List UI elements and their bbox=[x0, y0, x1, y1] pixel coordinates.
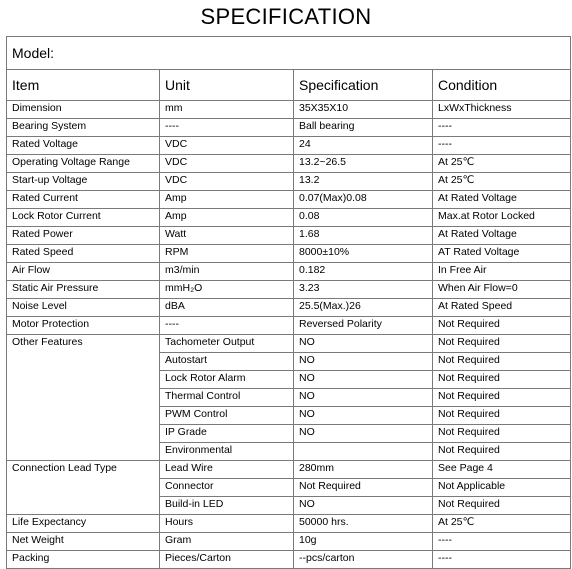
unit-cell: VDC bbox=[160, 173, 294, 191]
unit-cell: mm bbox=[160, 101, 294, 119]
unit-cell: IP Grade bbox=[160, 425, 294, 443]
condition-cell: See Page 4 bbox=[433, 461, 571, 479]
unit-cell: Amp bbox=[160, 209, 294, 227]
unit-cell: m3/min bbox=[160, 263, 294, 281]
spec-cell bbox=[294, 443, 433, 461]
unit-cell: Lead Wire bbox=[160, 461, 294, 479]
table-row bbox=[7, 551, 571, 569]
unit-cell: Tachometer Output bbox=[160, 335, 294, 353]
model-label: Model: bbox=[7, 37, 571, 70]
item-cell: Bearing System bbox=[7, 119, 160, 137]
table-row bbox=[7, 533, 571, 551]
condition-cell: At 25℃ bbox=[433, 173, 571, 191]
model-row bbox=[7, 37, 571, 70]
spec-cell: NO bbox=[294, 407, 433, 425]
spec-cell: Ball bearing bbox=[294, 119, 433, 137]
spec-cell: 0.08 bbox=[294, 209, 433, 227]
header-specification: Specification bbox=[294, 70, 433, 101]
condition-cell: Max.at Rotor Locked bbox=[433, 209, 571, 227]
header-item: Item bbox=[7, 70, 160, 101]
table-row bbox=[7, 191, 571, 209]
unit-cell: RPM bbox=[160, 245, 294, 263]
spec-cell: NO bbox=[294, 371, 433, 389]
unit-cell: mmH₂O bbox=[160, 281, 294, 299]
condition-cell: Not Required bbox=[433, 353, 571, 371]
condition-cell: LxWxThickness bbox=[433, 101, 571, 119]
spec-cell: 0.07(Max)0.08 bbox=[294, 191, 433, 209]
item-cell: Packing bbox=[7, 551, 160, 569]
unit-cell: dBA bbox=[160, 299, 294, 317]
unit-cell: Gram bbox=[160, 533, 294, 551]
table-row bbox=[7, 281, 571, 299]
table-row bbox=[7, 461, 571, 479]
spec-cell: 10g bbox=[294, 533, 433, 551]
unit-cell: Thermal Control bbox=[160, 389, 294, 407]
table-row bbox=[7, 101, 571, 119]
item-cell: Start-up Voltage bbox=[7, 173, 160, 191]
spec-cell: NO bbox=[294, 389, 433, 407]
unit-cell: Hours bbox=[160, 515, 294, 533]
item-cell: Rated Voltage bbox=[7, 137, 160, 155]
table-row bbox=[7, 299, 571, 317]
spec-cell: Not Required bbox=[294, 479, 433, 497]
unit-cell: Lock Rotor Alarm bbox=[160, 371, 294, 389]
condition-cell: At Rated Voltage bbox=[433, 191, 571, 209]
item-cell: Rated Current bbox=[7, 191, 160, 209]
item-cell: Motor Protection bbox=[7, 317, 160, 335]
condition-cell: Not Required bbox=[433, 371, 571, 389]
condition-cell: Not Required bbox=[433, 389, 571, 407]
condition-cell: At 25℃ bbox=[433, 155, 571, 173]
unit-cell: Watt bbox=[160, 227, 294, 245]
group-item-cell: Other Features bbox=[7, 335, 160, 461]
spec-cell: 3.23 bbox=[294, 281, 433, 299]
table-row bbox=[7, 155, 571, 173]
item-cell: Dimension bbox=[7, 101, 160, 119]
group-item-cell: Connection Lead Type bbox=[7, 461, 160, 515]
unit-cell: VDC bbox=[160, 155, 294, 173]
header-unit: Unit bbox=[160, 70, 294, 101]
unit-cell: ---- bbox=[160, 119, 294, 137]
condition-cell: When Air Flow=0 bbox=[433, 281, 571, 299]
spec-cell: 24 bbox=[294, 137, 433, 155]
table-row bbox=[7, 263, 571, 281]
unit-cell: Pieces/Carton bbox=[160, 551, 294, 569]
table-row bbox=[7, 137, 571, 155]
table-row bbox=[7, 245, 571, 263]
item-cell: Life Expectancy bbox=[7, 515, 160, 533]
unit-cell: Autostart bbox=[160, 353, 294, 371]
condition-cell: Not Required bbox=[433, 443, 571, 461]
condition-cell: ---- bbox=[433, 551, 571, 569]
spec-cell: 13.2 bbox=[294, 173, 433, 191]
spec-cell: --pcs/carton bbox=[294, 551, 433, 569]
condition-cell: In Free Air bbox=[433, 263, 571, 281]
page-title: SPECIFICATION bbox=[200, 4, 372, 29]
table-row bbox=[7, 317, 571, 335]
unit-cell: Amp bbox=[160, 191, 294, 209]
item-cell: Air Flow bbox=[7, 263, 160, 281]
table-row bbox=[7, 119, 571, 137]
spec-cell: 50000 hrs. bbox=[294, 515, 433, 533]
unit-cell: Connector bbox=[160, 479, 294, 497]
condition-cell: Not Required bbox=[433, 335, 571, 353]
condition-cell: ---- bbox=[433, 137, 571, 155]
condition-cell: ---- bbox=[433, 119, 571, 137]
condition-cell: At Rated Speed bbox=[433, 299, 571, 317]
spec-cell: NO bbox=[294, 497, 433, 515]
condition-cell: ---- bbox=[433, 533, 571, 551]
item-cell: Rated Speed bbox=[7, 245, 160, 263]
item-cell: Static Air Pressure bbox=[7, 281, 160, 299]
condition-cell: At 25℃ bbox=[433, 515, 571, 533]
condition-cell: Not Applicable bbox=[433, 479, 571, 497]
item-cell: Lock Rotor Current bbox=[7, 209, 160, 227]
table-row bbox=[7, 335, 571, 353]
header-row bbox=[7, 70, 571, 101]
condition-cell: Not Required bbox=[433, 407, 571, 425]
spec-cell: NO bbox=[294, 335, 433, 353]
condition-cell: Not Required bbox=[433, 317, 571, 335]
specification-table bbox=[6, 36, 571, 569]
spec-cell: 13.2~26.5 bbox=[294, 155, 433, 173]
condition-cell: AT Rated Voltage bbox=[433, 245, 571, 263]
spec-cell: Reversed Polarity bbox=[294, 317, 433, 335]
spec-cell: 280mm bbox=[294, 461, 433, 479]
unit-cell: Build-in LED bbox=[160, 497, 294, 515]
spec-cell: 1.68 bbox=[294, 227, 433, 245]
item-cell: Operating Voltage Range bbox=[7, 155, 160, 173]
condition-cell: Not Required bbox=[433, 497, 571, 515]
item-cell: Noise Level bbox=[7, 299, 160, 317]
spec-cell: 25.5(Max.)26 bbox=[294, 299, 433, 317]
unit-cell: VDC bbox=[160, 137, 294, 155]
spec-cell: NO bbox=[294, 425, 433, 443]
table-row bbox=[7, 209, 571, 227]
unit-cell: Environmental bbox=[160, 443, 294, 461]
unit-cell: ---- bbox=[160, 317, 294, 335]
table-row bbox=[7, 515, 571, 533]
spec-cell: 8000±10% bbox=[294, 245, 433, 263]
table-row bbox=[7, 227, 571, 245]
item-cell: Rated Power bbox=[7, 227, 160, 245]
condition-cell: Not Required bbox=[433, 425, 571, 443]
spec-cell: 0.182 bbox=[294, 263, 433, 281]
item-cell: Net Weight bbox=[7, 533, 160, 551]
header-condition: Condition bbox=[433, 70, 571, 101]
condition-cell: At Rated Voltage bbox=[433, 227, 571, 245]
unit-cell: PWM Control bbox=[160, 407, 294, 425]
spec-cell: NO bbox=[294, 353, 433, 371]
spec-cell: 35X35X10 bbox=[294, 101, 433, 119]
table-row bbox=[7, 173, 571, 191]
